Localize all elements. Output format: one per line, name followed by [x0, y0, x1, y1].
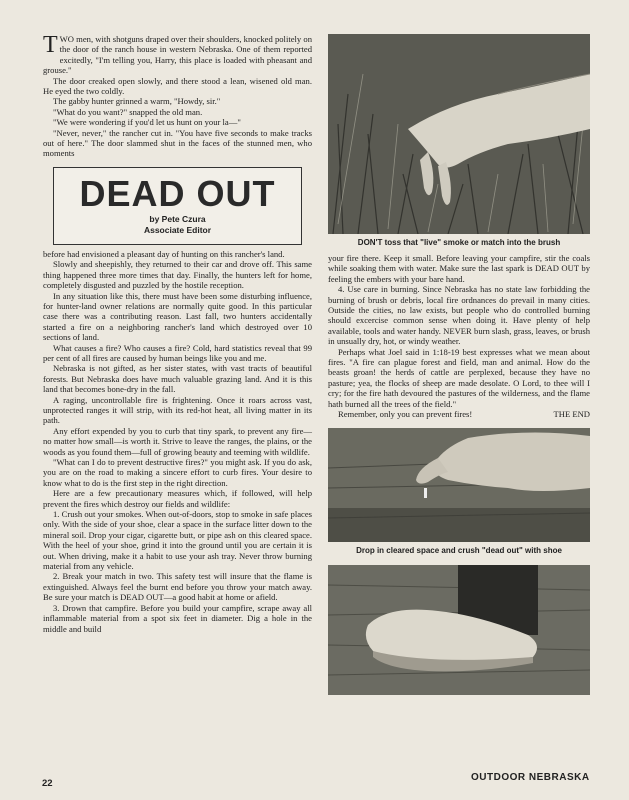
hand-grass-illustration	[328, 34, 590, 234]
right-body-text	[328, 253, 590, 420]
intro-paragraph: The door creaked open slowly, and there stood a lean, wisened old man. He eyed the two coldly.	[43, 75, 312, 97]
body-paragraph: A raging, uncontrollable fire is frightening. Once it roars across vast, unprotected ranges it will strip, with its red-hot heat, all living matter in its path.	[43, 394, 312, 426]
intro-paragraph: The gabby hunter grinned a warm, "Howdy, sir."	[53, 96, 221, 107]
body-paragraph: Any effort expended by you to curb that tiny spark, to prevent any fire—no matter how small—is worth it. Strive to leave the ranges, the plains, or the woods as you found them—full of growing beauty and teeming with wildlife.	[43, 425, 312, 457]
body-paragraph: before had envisioned a pleasant day of hunting on this rancher's land.	[43, 248, 285, 259]
page-number: 22	[42, 778, 53, 789]
intro-text	[43, 34, 312, 159]
body-paragraph: Nebraska is not gifted, as her sister states, with vast tracts of beautiful forests. But Nebraska does have much valuable grazing land. And it is this land that becomes bone-dry in the fall.	[43, 363, 312, 395]
body-paragraph: Perhaps what Joel said in 1:18-19 best expresses what we mean about fires. "A fire can plague forest and field, man and animal. How do the beasts groan! the herds of cattle are perplexed, because they have no pasture; yea, the flocks of sheep are made desolate. O Lord, to thee will I cry; for the fire hath devoured the pastures of the wilderness, and the flame hath burned all the trees of the field."	[328, 346, 590, 409]
closing-line-row	[328, 409, 590, 419]
byline-role: Associate Editor	[143, 224, 212, 235]
article-title: DEAD OUT	[79, 172, 276, 214]
caption-top: DON'T toss that "live" smoke or match into the brush	[357, 238, 561, 247]
body-paragraph: 3. Drown that campfire. Before you build your campfire, scrape away all inflammable material from a spot six feet in diameter. Dig a hole in the middle and build	[43, 602, 312, 634]
body-paragraph: "What can I do to prevent destructive fires?" you might ask. If you do ask, you are on the road to making a sincere effort to curb fires. Your desire to know what to do is the first step in the right direction.	[43, 457, 312, 488]
left-body-text	[43, 249, 312, 634]
body-paragraph: your fire there. Keep it small. Before leaving your campfire, stir the coals while soaking them with water. Make sure the last spark is DEAD OUT by feeling the embers with your bare hand.	[328, 253, 590, 284]
body-paragraph: Slowly and sheepishly, they returned to their car and drove off. This same thing happened three more times that day. Finally, the hunters left for home, completely disgusted and puzzled by the hostile reception.	[43, 259, 312, 291]
match-drop-illustration	[328, 428, 590, 542]
photo-hand-over-grass	[328, 34, 590, 234]
body-paragraph: In any situation like this, there must have been some disturbing influence, for hunter-land owner relations are normally quite good. In this particular case there was a contributing reason. Last fall, two hunters accidentally started a fire on a neighboring rancher's land which destroyed over 10 sections of land.	[43, 290, 312, 343]
drop-cap: T	[43, 32, 58, 58]
left-column	[43, 34, 312, 634]
right-column	[328, 34, 590, 695]
photo-hand-dropping-match	[328, 428, 590, 542]
photo-shoe-crushing	[328, 565, 590, 695]
intro-paragraph	[43, 34, 312, 76]
the-end: THE END	[553, 409, 590, 420]
caption-middle: Drop in cleared space and crush "dead out" with shoe	[356, 545, 562, 555]
body-paragraph: Here are a few precautionary measures which, if followed, will help prevent the fires which destroy our fields and wildlife:	[43, 488, 312, 509]
title-box	[53, 167, 302, 245]
body-paragraph: 2. Break your match in two. This safety test will insure that the flame is extinguished. Always feel the burnt end before you throw your match away. Be sure your match is DEAD OUT—a good habit at home or afield.	[43, 571, 312, 603]
byline-author: by Pete Czura	[149, 213, 206, 224]
intro-paragraph: "Never, never," the rancher cut in. "You have five seconds to make tracks out of here." The door slammed shut in the faces of the stunned men, who moments	[43, 127, 312, 159]
closing-line: Remember, only you can prevent fires!	[338, 409, 473, 420]
magazine-name: OUTDOOR NEBRASKA	[471, 772, 590, 783]
body-paragraph: What causes a fire? Who causes a fire? Cold, hard statistics reveal that 99 per cent of all fires are caused by human beings like you and me.	[43, 342, 312, 363]
match-shape	[424, 488, 427, 498]
body-paragraph: 1. Crush out your smokes. When out-of-doors, stop to smoke in safe places only. With the side of your shoe, clear a space in the surface litter down to the mineral soil. Drop your cigar, cigarette butt, or pipe ash on this cleared space. With the heel of your shoe, grind it into the ground until you are certain it is out. When driving, make it a habit to use your ash tray. Never throw burning material from any vehicle.	[43, 509, 312, 572]
intro-paragraph: "What do you want?" snapped the old man.	[53, 106, 203, 117]
intro-paragraph: "We were wondering if you'd let us hunt on your la—"	[53, 117, 241, 128]
shoe-illustration	[328, 565, 590, 695]
intro-paragraph-rest: WO men, with shotguns draped over their shoulders, knocked politely on the door of the ranch house in western Nebraska. One of them reported excitedly, "I'm telling you, Harry, this place is loaded with pheasant and grouse."	[43, 34, 312, 76]
body-paragraph: 4. Use care in burning. Since Nebraska has no state law forbidding the burning of brush or debris, local fire ordnances do prevail in many cities. Outside the cities, no law exists, but people who do controlled burning should excercise common sense when doing it. Have plenty of help available, tools and water handy. NEVER burn slash, grass, leaves, or brush in unsually dry, hot, or windy weather.	[328, 284, 590, 347]
